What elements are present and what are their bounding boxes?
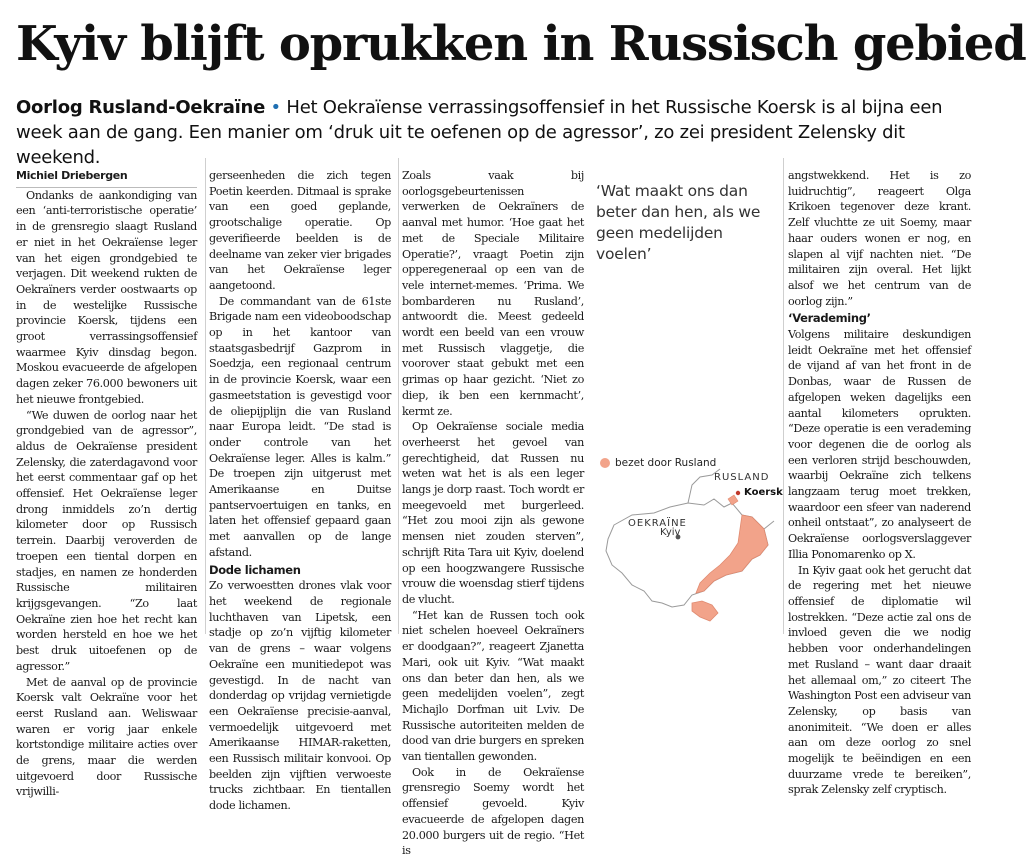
paragraph: Ondanks de aankondiging van een ‘anti-terroristische operatie’ in de grensregio slaagt Rusland er niet in het Oekraïense leger van het eigen grondgebied te verjagen. Dit weekend rukten de Oekraïners verder oostwaarts op in de westelijke Russische provincie Koersk, tijdens een groot verrassingsoffensief waarmee Kyiv dinsdag begon. Moskou evacueerde de afgelopen dagen zeker 76.000 bewoners uit het nieuwe frontgebied. [16, 188, 197, 406]
subheading: ‘Verademing’ [788, 311, 871, 326]
map-legend [600, 457, 716, 469]
lead-paragraph [16, 95, 971, 170]
paragraph: “We duwen de oorlog naar het grondgebied van de agressor”, aldus de Oekraïense president Zelensky, die zaterdagavond voor het eerst commentaar gaf op het offensief. Het Oekraïense leger drong inmiddels zo’n dertig kilometer door op Russisch terrein. Daarbij veroverden de troepen een tiental dorpen en stadjes, en namen ze honderden Russische militairen krijgsgevangen. “Zo laat Oekraïne zien hoe het recht kan worden hersteld en hoe we het best druk uitoefenen op de agressor.” [16, 408, 197, 673]
label-koersk: Koersk [744, 487, 783, 498]
label-russia: RUSLAND [714, 472, 770, 483]
article-column-2 [209, 168, 391, 813]
legend-label: bezet door Rusland [615, 457, 717, 469]
column-rule [398, 158, 399, 634]
byline: Michiel Driebergen [16, 168, 197, 188]
paragraph: Op Oekraïense sociale media overheerst het gevoel van gerechtigheid, dat Russen nu weten wat het is als een leger langs je dorp raast. Toch wordt er meegevoeld met burgerleed. “Het zou mooi zijn als gewone mensen niet zouden sterven”, schrijft Rita Tara uit Kyiv, doelend op een hoogzwangere Russische vrouw die woensdag stierf tijdens de vlucht. [402, 420, 584, 606]
paragraph: Zoals vaak bij oorlogsgebeurtenissen verwerken de Oekraïners de aanval met humor. ‘Hoe gaat het met de Speciale Militaire Operatie?’, vraagt Poetin zijn opperegeneraal op een van de vele internet-memes. ‘Prima. We bombarderen nu Rusland’, antwoordt die. Meest gedeeld wordt een beeld van een vrouw met Russisch vlaggetje, die voorover staat gebukt met een grimas op haar gezicht. ‘Niet zo diep, ik ben een kernmacht’, kermt ze. [402, 169, 584, 418]
article-column-1 [16, 168, 197, 799]
paragraph: Volgens militaire deskundigen leidt Oekraïne met het offensief de vijand af van het front in de Donbas, waar de Russen de afgelopen weken dagelijks een aantal kilometers oprukten. “Deze operatie is een verademing voor degenen die de oorlog als een verloren strijd beschouwden, waarbij Oekraïne zich telkens langzaam terug moet trekken, waardoor een sfeer van naderend onheil ontstaat”, zo analyseert de Oekraïense oorlogsverslaggever Illia Ponomarenko op X. [788, 328, 971, 561]
label-kyiv: Kyiv [660, 527, 681, 538]
kicker: Oorlog Rusland-Oekraïne [16, 97, 266, 118]
crimea-area [692, 601, 718, 621]
article-column-5 [788, 168, 971, 797]
lead-text: Het Oekraïense verrassingsoffensief in het Russische Koersk is al bijna een week aan de gang. Een manier om ‘druk uit te oefenen op de agressor’, zo zei president Zelensky dit weekend. [16, 97, 943, 168]
paragraph: “Het kan de Russen toch ook niet schelen hoeveel Oekraïners er doodgaan?”, reageert Zjanetta Mari, ook uit Kyiv. “Wat maakt ons dan beter dan hen, als we geen medelijden voelen”, zegt Michajlo Dorfman uit Lviv. De Russische autoriteiten melden de dood van drie burgers en spreken van tientallen gewonden. [402, 608, 584, 764]
paragraph: In Kyiv gaat ook het gerucht dat de regering met het nieuwe offensief de diplomatie wil lostrekken. “Deze actie zal ons de invloed geven die we nodig hebben voor onderhandelingen met Rusland – want daar draait het allemaal om,” zo citeert The Washington Post een adviseur van Zelensky, op basis van anonimiteit. “We doen er alles aan om deze oorlog zo snel mogelijk te beëindigen en een duurzame vrede te bereiken”, sprak Zelensky zelf cryptisch. [788, 563, 971, 797]
paragraph: Ook in de Oekraïense grensregio Soemy wordt het offensief gevoeld. Kyiv evacueerde de afgelopen dagen 20.000 burgers uit de regio. “Het is [402, 765, 584, 858]
column-rule [783, 158, 784, 634]
paragraph: Zo verwoestten drones vlak voor het weekend de regionale luchthaven van Lipetsk, een stadje op zo’n vijftig kilometer van de grens – waar volgens Oekraïne een munitiedepot was gevestigd. In de nacht van donderdag op vrijdag vernietigde een Oekraïense precisie-aanval, vermoedelijk uitgevoerd met Amerikaanse HIMAR-raketten, een Russisch militair konvooi. Op beelden zijn vijftien verwoeste trucks zichtbaar. En tientallen dode lichamen. [209, 579, 391, 813]
column-rule [205, 158, 206, 634]
article-column-3 [402, 168, 584, 858]
subheading: Dode lichamen [209, 562, 301, 577]
kicker-bullet: • [270, 97, 281, 118]
russia-border [764, 521, 774, 529]
legend-swatch [600, 458, 610, 468]
pull-quote: ‘Wat maakt ons dan beter dan hen, als we geen medelijden voelen’ [596, 182, 761, 263]
koersk-dot [736, 491, 740, 495]
paragraph: Met de aanval op de provincie Koersk valt Oekraïne voor het eerst Rusland aan. Weliswaar waren er vorig jaar enkele kortstondige militaire acties over de grens, maar die werden uitgevoerd door Russische vrijwilli- [16, 675, 197, 799]
map [592, 455, 783, 635]
paragraph: angstwekkend. Het is zo luidruchtig”, reageert Olga Krikoen tegenover deze krant. Zelf vluchtte ze uit Soemy, maar haar ouders wonen er nog, en slapen al vijf nachten niet. “De militairen zijn overal. Het lijkt alsof we het centrum van de oorlog zijn.” [788, 169, 971, 308]
koersk-incursion [728, 495, 738, 505]
headline: Kyiv blijft oprukken in Russisch gebied [16, 16, 1026, 72]
paragraph: De commandant van de 61ste Brigade nam een videoboodschap op in het kantoor van staatsgasbedrijf Gazprom in Soedzja, een regionaal centrum in de provincie Koersk, waar een gasmeetstation is gevestigd voor de oliepijplijn die van Rusland naar Europa leidt. “De stad is onder controle van het Oekraïense leger. Alles is kalm.” De troepen zijn uitgerust met Amerikaanse en Duitse pantservoertuigen en tanks, en laten het offensief gepaard gaan met aanvallen op de lange afstand. [209, 294, 391, 559]
paragraph: gerseenheden die zich tegen Poetin keerden. Ditmaal is sprake van een goed geplande, grootschalige operatie. Op geverifieerde beelden is de deelname van zeker vier brigades van het Oekraïense leger aangetoond. [209, 169, 391, 292]
label-ukraine: OEKRAÏNE [628, 518, 687, 529]
